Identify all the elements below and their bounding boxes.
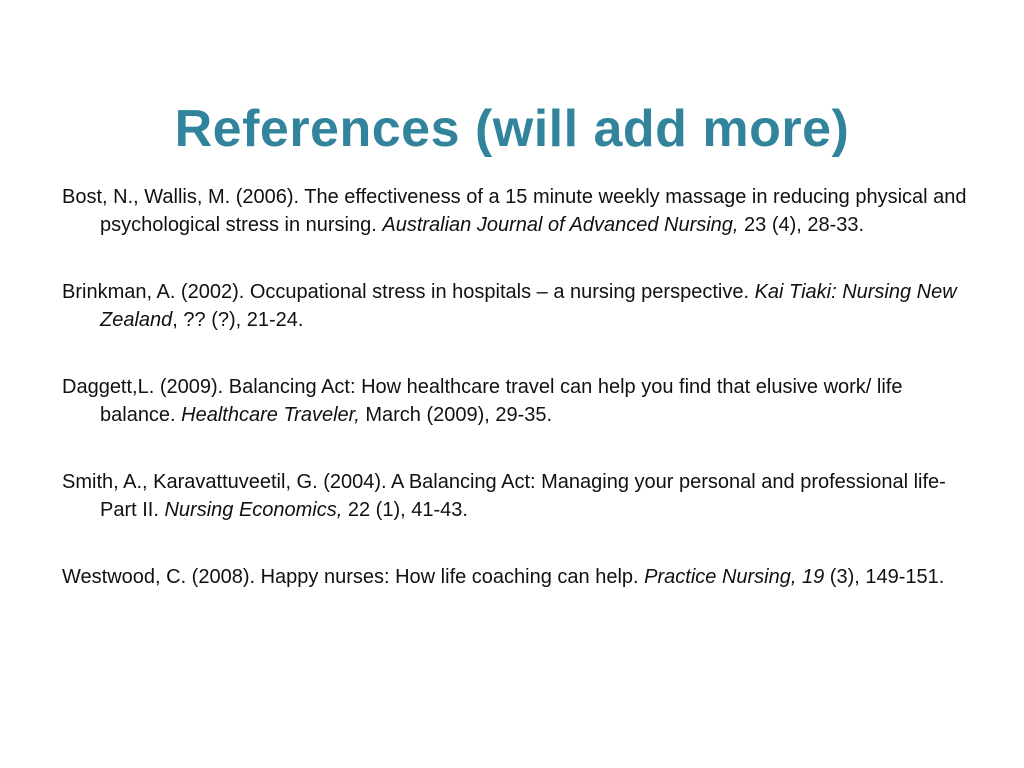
reference-item xyxy=(62,563,972,591)
reference-citation: Bost, N., Wallis, M. (2006). The effectiveness of a 15 minute weekly massage in reducing physical and psychological stress in nursing. xyxy=(62,186,967,236)
reference-citation: Westwood, C. (2008). Happy nurses: How life coaching can help. xyxy=(62,566,645,588)
reference-item xyxy=(62,373,972,429)
reference-journal: Nursing Economics, xyxy=(164,499,343,521)
slide-title: References (will add more) xyxy=(174,99,850,158)
reference-citation: Smith, A., Karavattuveetil, G. (2004). A Balancing Act: Managing your personal and professional life- Part II. xyxy=(62,471,946,521)
references-list xyxy=(62,183,972,591)
reference-journal: Healthcare Traveler, xyxy=(181,404,360,426)
reference-details: 23 (4), 28-33. xyxy=(738,214,865,236)
reference-journal: Practice Nursing, 19 xyxy=(644,566,825,588)
reference-citation: Brinkman, A. (2002). Occupational stress in hospitals – a nursing perspective. xyxy=(62,281,755,303)
reference-journal: Kai Tiaki: Nursing New Zealand xyxy=(100,281,957,331)
reference-details: March (2009), 29-35. xyxy=(359,404,553,426)
reference-item xyxy=(62,183,972,239)
reference-citation: Daggett,L. (2009). Balancing Act: How healthcare travel can help you find that elusive work/ life balance. xyxy=(62,376,903,426)
reference-details: 22 (1), 41-43. xyxy=(342,499,468,521)
reference-details: , ?? (?), 21-24. xyxy=(172,309,304,331)
reference-details: (3), 149-151. xyxy=(824,566,945,588)
reference-item xyxy=(62,468,972,524)
reference-item xyxy=(62,278,972,334)
reference-journal: Australian Journal of Advanced Nursing, xyxy=(382,214,739,236)
